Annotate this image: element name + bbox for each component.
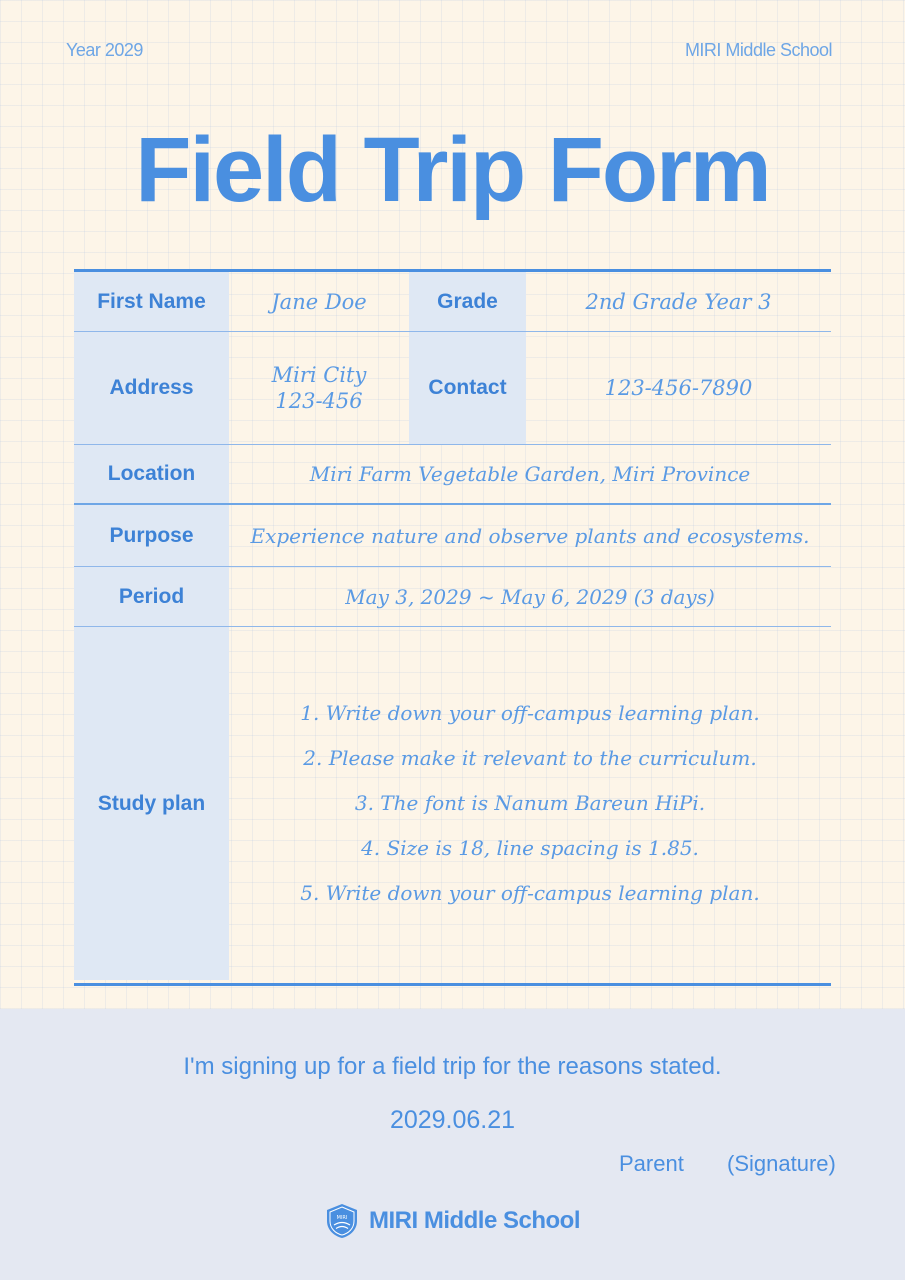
signature-footer [0, 1009, 905, 1280]
purpose-value: Experience nature and observe plants and ecosystems. [250, 523, 810, 548]
row-purpose [74, 505, 831, 567]
period-label: Period [74, 567, 229, 626]
school-emblem-icon [325, 1203, 359, 1239]
study-plan-item: 3. The font is Nanum Bareun HiPi. [354, 791, 706, 815]
school-footer [0, 1203, 905, 1239]
header-school: MIRI Middle School [684, 40, 832, 60]
location-value: Miri Farm Vegetable Garden, Miri Province [309, 462, 751, 486]
study-plan-item: 1. Write down your off-campus learning plan. [300, 701, 760, 725]
period-value: May 3, 2029 ~ May 6, 2029 (3 days) [345, 584, 715, 609]
address-value: Miri City 123-456 [271, 363, 367, 413]
study-plan-item: 2. Please make it relevant to the curriculum. [303, 746, 757, 770]
grade-label: Grade [409, 272, 526, 331]
purpose-label: Purpose [74, 505, 229, 566]
row-location [74, 445, 831, 505]
first-name-label: First Name [74, 272, 229, 331]
study-plan-label: Study plan [74, 627, 229, 980]
declaration-text: I'm signing up for a field trip for the reasons stated. [183, 1053, 722, 1080]
address-label: Address [74, 332, 229, 444]
first-name-value: Jane Doe [271, 289, 367, 314]
contact-label: Contact [409, 332, 526, 444]
row-name-grade [74, 272, 831, 332]
grade-value: 2nd Grade Year 3 [585, 289, 772, 314]
school-name: MIRI Middle School [369, 1207, 580, 1234]
contact-value: 123-456-7890 [604, 376, 753, 400]
study-plan-list [300, 691, 759, 916]
signature-field[interactable]: (Signature) [727, 1151, 836, 1176]
row-period [74, 567, 831, 627]
field-trip-form-table [74, 269, 831, 986]
signing-date: 2029.06.21 [389, 1106, 516, 1134]
study-plan-value [229, 627, 831, 980]
study-plan-item: 5. Write down your off-campus learning plan. [300, 881, 760, 905]
study-plan-item: 4. Size is 18, line spacing is 1.85. [361, 836, 699, 860]
page-title: Field Trip Form [135, 119, 770, 221]
svg-text:MIRI: MIRI [336, 1215, 348, 1221]
header-year: Year 2029 [66, 40, 143, 60]
parent-label: Parent [619, 1151, 684, 1176]
row-study-plan [74, 627, 831, 980]
row-address-contact [74, 332, 831, 445]
location-label: Location [74, 445, 229, 503]
